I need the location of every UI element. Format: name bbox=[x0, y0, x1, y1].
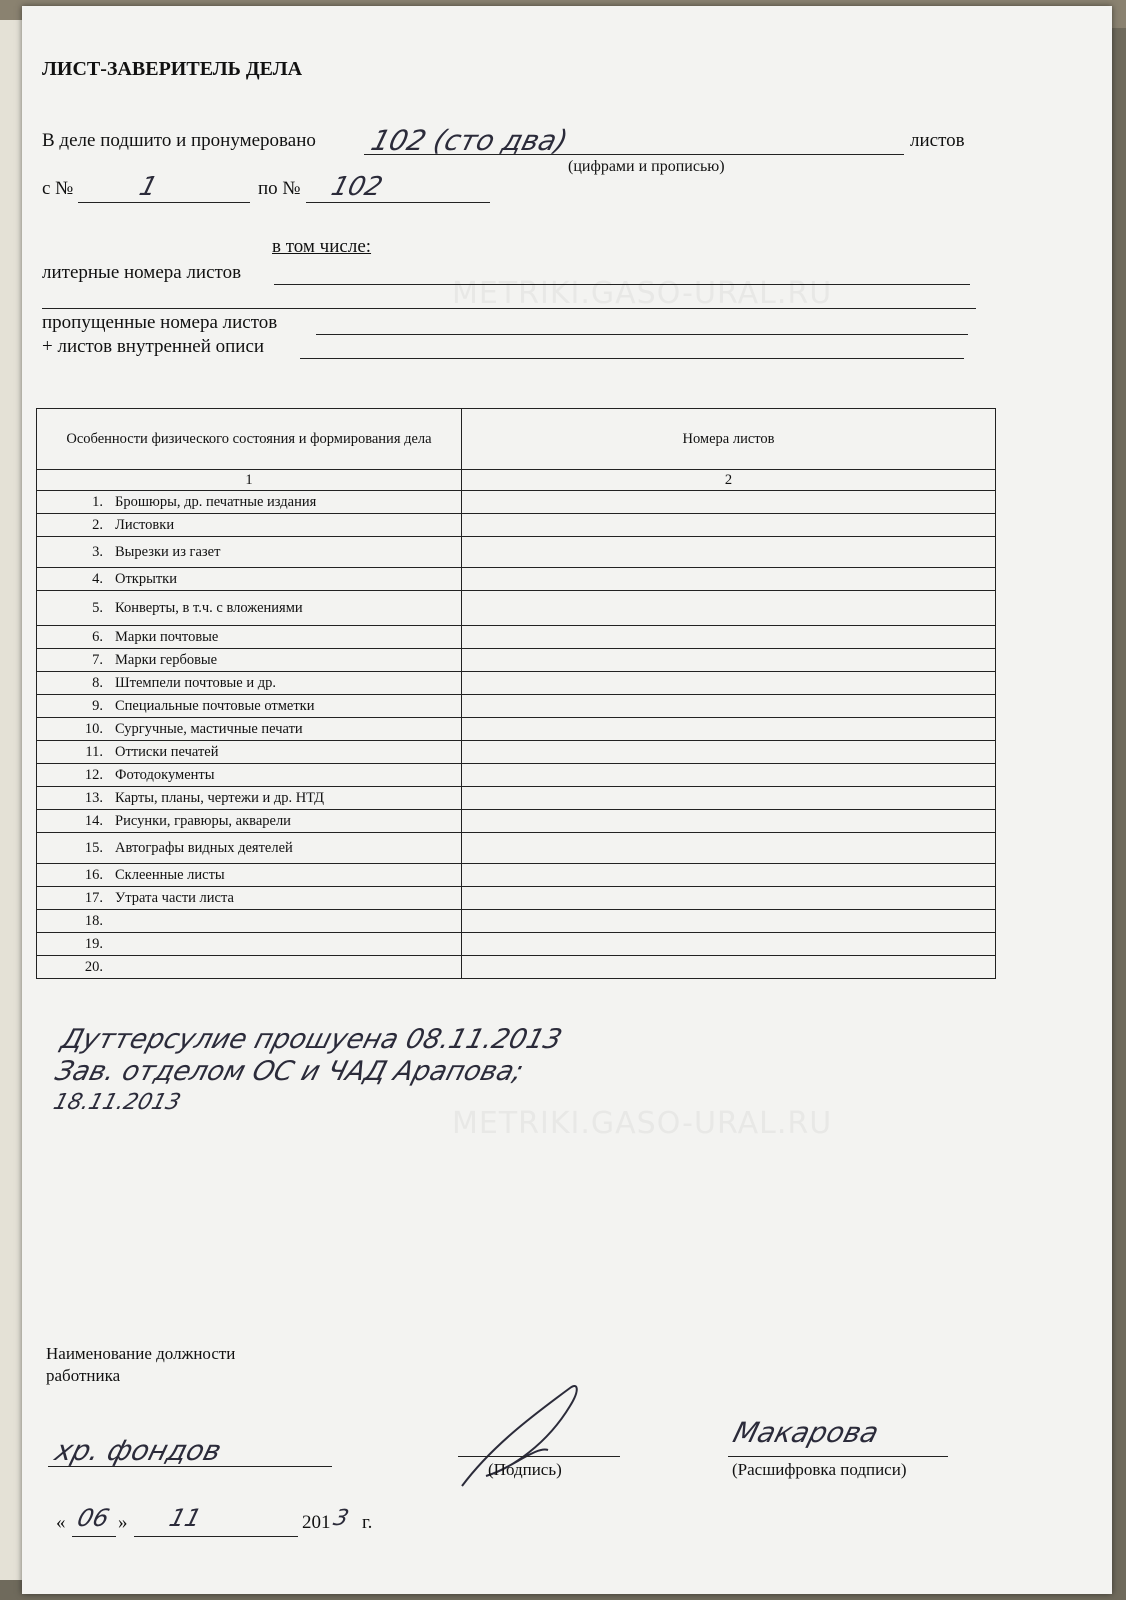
table-row bbox=[37, 933, 996, 956]
features-table bbox=[36, 408, 996, 979]
row-number: 16. bbox=[84, 866, 103, 883]
row-label: Марки гербовые bbox=[115, 651, 218, 668]
missing-label: пропущенные номера листов bbox=[42, 312, 278, 333]
row-label: Брошюры, др. печатные издания bbox=[115, 493, 317, 510]
row-label: Конверты, в т.ч. с вложениями bbox=[115, 599, 303, 616]
from-value: 1 bbox=[135, 172, 161, 202]
row-label: Рисунки, гравюры, акварели bbox=[115, 812, 291, 829]
table-row bbox=[37, 810, 996, 833]
table-row bbox=[37, 491, 996, 514]
page-title: ЛИСТ-ЗАВЕРИТЕЛЬ ДЕЛА bbox=[42, 58, 303, 80]
row-label: Утрата части листа bbox=[115, 889, 234, 906]
table-row bbox=[37, 718, 996, 741]
date-day-line bbox=[72, 1536, 116, 1537]
handwritten-note-line2: Зав. отделом ОС и ЧАД Арапова; bbox=[51, 1056, 527, 1087]
row-number: 7. bbox=[92, 651, 103, 668]
sheet-numbers-cell bbox=[462, 956, 996, 979]
row-number: 6. bbox=[92, 628, 103, 645]
sheet-numbers-cell bbox=[462, 672, 996, 695]
table-row bbox=[37, 514, 996, 537]
sheet-numbers-cell bbox=[462, 649, 996, 672]
row-number: 4. bbox=[92, 570, 103, 587]
table-row bbox=[37, 764, 996, 787]
sheet-numbers-cell bbox=[462, 626, 996, 649]
table-row bbox=[37, 741, 996, 764]
date-close-quote: » bbox=[118, 1512, 128, 1533]
date-suffix: г. bbox=[362, 1512, 373, 1533]
sheet-numbers-cell bbox=[462, 864, 996, 887]
row-label: Штемпели почтовые и др. bbox=[115, 674, 277, 691]
sewn-label: В деле подшито и пронумеровано bbox=[42, 130, 316, 151]
watermark: METRIKI.GASO-URAL.RU bbox=[452, 1106, 833, 1141]
sheet-numbers-cell bbox=[462, 810, 996, 833]
table-row bbox=[37, 887, 996, 910]
table-row bbox=[37, 787, 996, 810]
column-number: 2 bbox=[462, 470, 996, 491]
table-row bbox=[37, 626, 996, 649]
to-line bbox=[306, 202, 490, 203]
row-number: 20. bbox=[84, 958, 103, 975]
document-page bbox=[22, 6, 1112, 1594]
sheets-suffix: листов bbox=[910, 130, 965, 151]
row-number: 10. bbox=[84, 720, 103, 737]
table-row bbox=[37, 833, 996, 864]
table-row bbox=[37, 591, 996, 626]
missing-line bbox=[316, 334, 968, 335]
literal-line-2 bbox=[42, 308, 976, 309]
column-header-sheet-numbers: Номера листов bbox=[462, 409, 996, 470]
count-caption: (цифрами и прописью) bbox=[568, 158, 725, 175]
sheet-numbers-cell bbox=[462, 741, 996, 764]
date-month: 11 bbox=[166, 1504, 205, 1532]
row-number: 14. bbox=[84, 812, 103, 829]
decoding-value: Макарова bbox=[729, 1416, 883, 1449]
table-row bbox=[37, 672, 996, 695]
row-label: Оттиски печатей bbox=[115, 743, 219, 760]
sheet-numbers-cell bbox=[462, 764, 996, 787]
row-label: Вырезки из газет bbox=[115, 543, 221, 560]
column-number: 1 bbox=[37, 470, 462, 491]
row-number: 13. bbox=[84, 789, 103, 806]
sheet-numbers-cell bbox=[462, 887, 996, 910]
date-day: 06 bbox=[74, 1504, 113, 1532]
signature-caption: (Подпись) bbox=[488, 1460, 562, 1479]
row-number: 9. bbox=[92, 697, 103, 714]
table-row bbox=[37, 537, 996, 568]
decoding-caption: (Расшифровка подписи) bbox=[732, 1460, 907, 1479]
row-number: 2. bbox=[92, 516, 103, 533]
literal-label: литерные номера листов bbox=[42, 262, 242, 283]
row-label: Марки почтовые bbox=[115, 628, 219, 645]
table-row bbox=[37, 956, 996, 979]
row-number: 17. bbox=[84, 889, 103, 906]
row-number: 11. bbox=[85, 743, 103, 760]
sheet-numbers-cell bbox=[462, 537, 996, 568]
from-line bbox=[78, 202, 250, 203]
row-label: Листовки bbox=[115, 516, 175, 533]
sheet-numbers-cell bbox=[462, 591, 996, 626]
table-row bbox=[37, 695, 996, 718]
row-number: 1. bbox=[92, 493, 103, 510]
row-number: 5. bbox=[92, 599, 103, 616]
sheet-numbers-cell bbox=[462, 491, 996, 514]
sheet-numbers-cell bbox=[462, 933, 996, 956]
sheet-numbers-cell bbox=[462, 514, 996, 537]
date-year-prefix: 201 bbox=[302, 1512, 331, 1533]
to-value: 102 bbox=[327, 172, 386, 202]
row-label: Автографы видных деятелей bbox=[115, 839, 293, 856]
watermark: METRIKI.GASO-URAL.RU bbox=[452, 276, 833, 311]
literal-line bbox=[274, 284, 970, 285]
from-label: с № bbox=[42, 178, 74, 199]
row-number: 3. bbox=[92, 543, 103, 560]
inner-inventory-label: + листов внутренней описи bbox=[42, 336, 265, 357]
signature-line bbox=[458, 1456, 620, 1457]
sheet-numbers-cell bbox=[462, 787, 996, 810]
inner-inventory-line bbox=[300, 358, 964, 359]
sheet-numbers-cell bbox=[462, 910, 996, 933]
row-label: Фотодокументы bbox=[115, 766, 215, 783]
sheet-numbers-cell bbox=[462, 833, 996, 864]
column-header-features: Особенности физического состояния и формирования дела bbox=[37, 409, 462, 470]
table-row bbox=[37, 649, 996, 672]
table-row bbox=[37, 910, 996, 933]
date-month-line bbox=[134, 1536, 298, 1537]
handwritten-note-date: 18.11.2013 bbox=[50, 1090, 184, 1115]
position-line bbox=[48, 1466, 332, 1467]
row-label: Открытки bbox=[115, 570, 177, 587]
row-number: 19. bbox=[84, 935, 103, 952]
position-label-2: работника bbox=[46, 1366, 121, 1385]
row-label: Специальные почтовые отметки bbox=[115, 697, 315, 714]
sheet-numbers-cell bbox=[462, 718, 996, 741]
sheet-numbers-cell bbox=[462, 568, 996, 591]
row-number: 8. bbox=[92, 674, 103, 691]
row-number: 15. bbox=[84, 839, 103, 856]
date-open-quote: « bbox=[56, 1512, 66, 1533]
position-label: Наименование должности bbox=[46, 1344, 236, 1363]
date-year-digit: 3 bbox=[330, 1506, 352, 1531]
including-label: в том числе: bbox=[272, 236, 372, 257]
decoding-line bbox=[728, 1456, 948, 1457]
table-row bbox=[37, 568, 996, 591]
sheet-numbers-cell bbox=[462, 695, 996, 718]
to-label: по № bbox=[258, 178, 301, 199]
position-value: хр. фондов bbox=[51, 1434, 225, 1467]
handwritten-note-line1: Дуттерсулие прошуена 08.11.2013 bbox=[57, 1024, 566, 1055]
sheets-count-value: 102 (сто два) bbox=[367, 124, 572, 157]
row-label: Склеенные листы bbox=[115, 866, 225, 883]
row-label: Сургучные, мастичные печати bbox=[115, 720, 303, 737]
table-row bbox=[37, 864, 996, 887]
row-number: 12. bbox=[84, 766, 103, 783]
row-number: 18. bbox=[84, 912, 103, 929]
row-label: Карты, планы, чертежи и др. НТД bbox=[115, 789, 325, 806]
